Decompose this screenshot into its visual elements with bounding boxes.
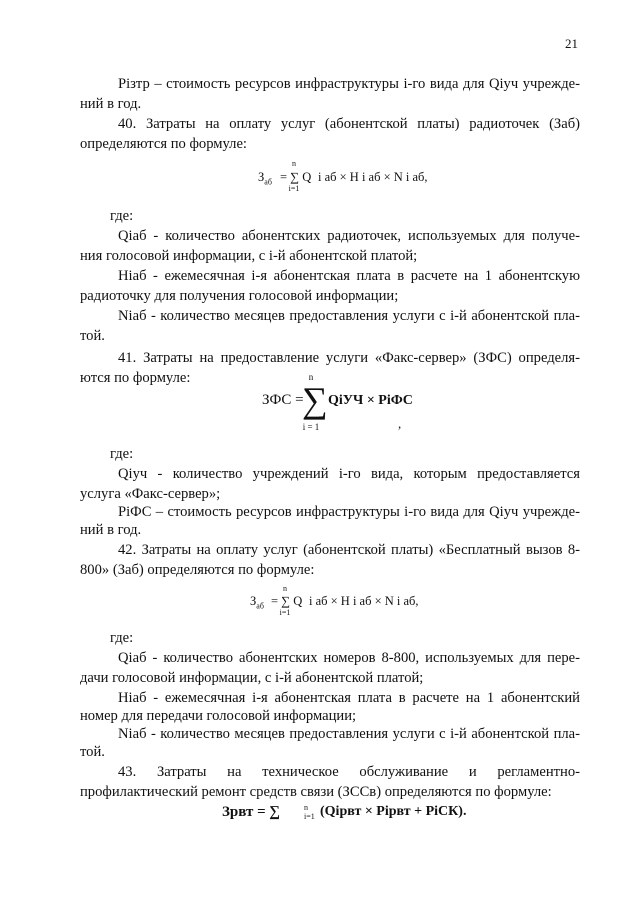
text-line: 43. Затраты на техническое обслуживание и регламентно- xyxy=(118,764,580,780)
text-line: той. xyxy=(80,328,105,344)
text-line: Qiуч - количество учреждений i-го вида, которым предоставляется xyxy=(118,466,580,482)
text-line: ний в год. xyxy=(80,96,142,112)
text-line: Niаб - количество месяцев предоставления услуги с i-й абонентской пла- xyxy=(118,726,580,742)
formula-lhs: ЗФС = xyxy=(262,392,304,408)
text-line: 800» (Заб) определяются по формуле: xyxy=(80,562,315,578)
text-line: услуга «Факс-сервер»; xyxy=(80,486,221,502)
sigma-lower-limit: i=1 xyxy=(288,184,300,193)
text-line: РiФС – стоимость ресурсов инфраструктуры i-го вида для Qiуч учрежде- xyxy=(118,504,580,520)
text-line: 40. Затраты на оплату услуг (абонентской платы) радиоточек (Заб) xyxy=(118,116,580,132)
formula-terms: i аб × H i аб × N i аб, xyxy=(309,594,419,608)
sigma-upper-limit: n xyxy=(283,584,287,593)
text-line: 42. Затраты на оплату услуг (абонентской платы) «Бесплатный вызов 8- xyxy=(118,542,580,558)
text-line: Hiаб - ежемесячная i-я абонентская плата в расчете на 1 абонентскую xyxy=(118,268,580,284)
text-line: ния голосовой информации, с i-й абонентской платой; xyxy=(80,248,418,264)
text-line: где: xyxy=(110,630,134,646)
page-number: 21 xyxy=(565,36,578,51)
sigma-lower-limit: i = 1 xyxy=(302,422,320,432)
text-line: где: xyxy=(110,446,134,462)
text-line: ний в год. xyxy=(80,522,142,538)
formula-lhs: Зрвт = ∑ xyxy=(222,804,281,820)
text-line: определяются по формуле: xyxy=(80,136,247,152)
text-line: Qiаб - количество абонентских номеров 8-800, используемых для пере- xyxy=(118,650,580,666)
formula-lhs: $З_{аб}$ xyxy=(258,170,272,187)
text-line: номер для передачи голосовой информации; xyxy=(80,708,357,724)
formula-body: = ∑ Q xyxy=(271,594,303,608)
formula-lhs: $З_{аб}$ xyxy=(250,594,264,611)
formula-body: = ∑ Q xyxy=(280,170,312,184)
text-line: 41. Затраты на предоставление услуги «Факс-сервер» (ЗФС) определя- xyxy=(118,350,580,366)
text-line: Qiаб - количество абонентских радиоточек, используемых для получе- xyxy=(118,228,580,244)
sigma-upper-limit: n xyxy=(292,159,296,168)
text-line: профилактический ремонт средств связи (ЗССв) определяются по формуле: xyxy=(80,784,552,800)
formula-body: (Qiрвт × Рiрвт + РiСК). xyxy=(320,804,467,819)
text-line: Рiзтр – стоимость ресурсов инфраструктуры i-го вида для Qiуч учрежде- xyxy=(118,76,580,92)
text-line: той. xyxy=(80,744,105,760)
text-line: ются по формуле: xyxy=(80,370,191,386)
sigma-icon: ∑ xyxy=(302,380,328,420)
text-line: где: xyxy=(110,208,134,224)
formula-comma: , xyxy=(398,416,402,431)
formula-terms: i аб × H i аб × N i аб, xyxy=(318,170,428,184)
sigma-limits: n i=1 xyxy=(304,803,315,821)
sigma-lower-limit: i=1 xyxy=(279,608,291,617)
text-line: Niаб - количество месяцев предоставления услуги с i-й абонентской пла- xyxy=(118,308,580,324)
text-line: Hiаб - ежемесячная i-я абонентская плата в расчете на 1 абонентский xyxy=(118,690,580,706)
text-line: дачи голосовой информации, с i-й абонентской платой; xyxy=(80,670,424,686)
sigma-upper-limit: n xyxy=(308,372,314,382)
text-line: радиоточку для получения голосовой информации; xyxy=(80,288,399,304)
formula-body: QiУЧ × РiФС xyxy=(328,393,413,408)
